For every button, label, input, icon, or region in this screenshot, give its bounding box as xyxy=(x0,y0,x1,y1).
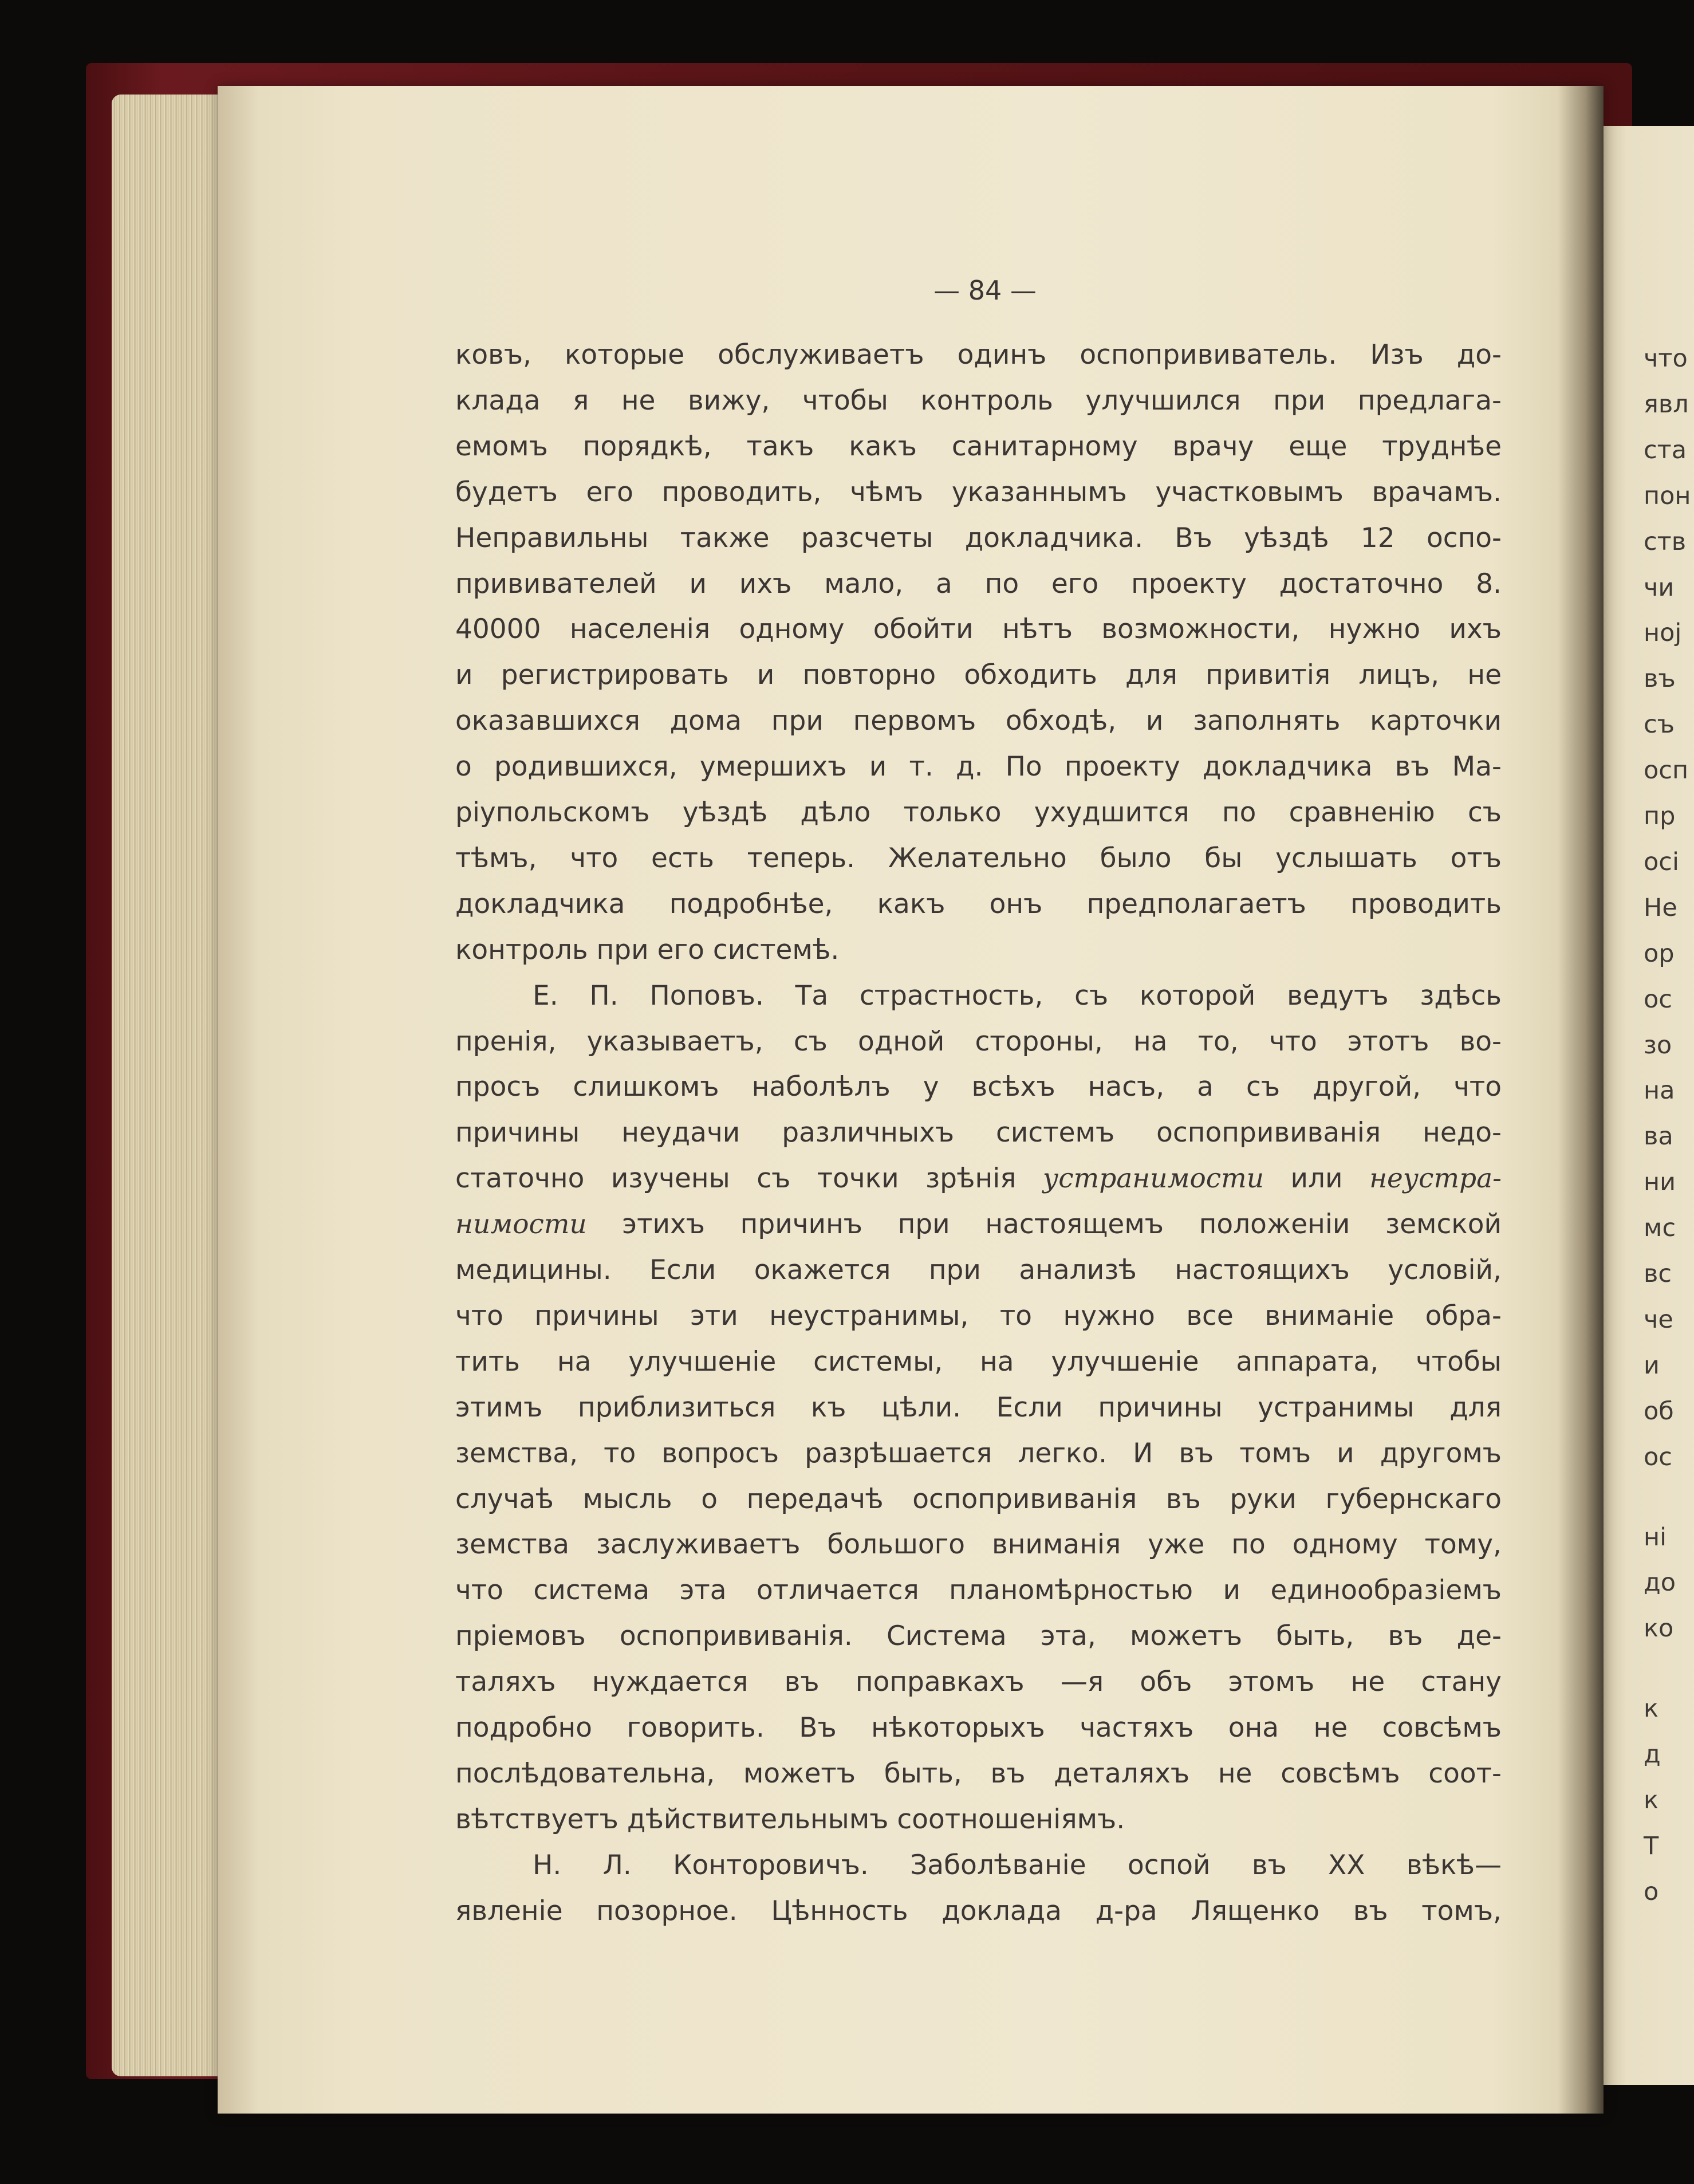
text-span: о родившихся, умершихъ и т. д. По проекту докладчика въ Ма- xyxy=(455,751,1502,783)
facing-page-fragment: съ xyxy=(1644,710,1675,739)
italic-span: неустра- xyxy=(1369,1163,1502,1195)
text-line xyxy=(455,1571,1502,1611)
facing-page-fragment: о xyxy=(1644,1877,1659,1906)
text-span: Е. П. Поповъ. Та страстность, съ которой ведутъ здѣсь xyxy=(533,979,1502,1012)
text-span: Н. Л. Конторовичъ. Заболѣваніе оспой въ XX вѣкѣ— xyxy=(533,1849,1502,1881)
text-span: этимъ приблизиться къ цѣли. Если причины устранимы для xyxy=(455,1391,1502,1423)
text-span: просъ слишкомъ наболѣлъ у всѣхъ насъ, а съ другой, что xyxy=(455,1071,1502,1103)
facing-page-fragment: ні xyxy=(1644,1522,1667,1552)
text-span: послѣдовательна, можетъ быть, въ деталяхъ не совсѣмъ соот- xyxy=(455,1757,1502,1789)
facing-page-fragment: к xyxy=(1644,1786,1658,1815)
text-span: причины неудачи различныхъ системъ оспопрививанія недо- xyxy=(455,1117,1502,1149)
text-span: тѣмъ, что есть теперь. Желательно было бы услышать отъ xyxy=(455,842,1502,874)
text-span: земства заслуживаетъ большого вниманія уже по одному тому, xyxy=(455,1529,1502,1561)
text-line xyxy=(455,1159,1502,1199)
page-number: — 84 — xyxy=(933,275,1037,306)
text-span: оказавшихся дома при первомъ обходѣ, и заполнять карточки xyxy=(455,705,1502,737)
text-span: таляхъ нуждается въ поправкахъ —я объ этомъ не стану xyxy=(455,1666,1502,1698)
text-line xyxy=(455,1525,1502,1565)
facing-page-fragment: ва xyxy=(1644,1122,1673,1151)
text-line xyxy=(533,1845,1502,1886)
text-span: докладчика подробнѣе, какъ онъ предполагаетъ проводить xyxy=(455,888,1502,920)
text-span: этихъ причинъ при настоящемъ положеніи земской xyxy=(586,1209,1502,1241)
facing-page-fragment: ко xyxy=(1644,1614,1674,1643)
facing-page-fragment: и xyxy=(1644,1351,1660,1380)
text-line xyxy=(455,1800,1502,1840)
text-span: или xyxy=(1263,1163,1370,1195)
text-span: вѣтствуетъ дѣйствительнымъ соотношеніямъ. xyxy=(455,1803,1125,1835)
text-line xyxy=(455,1708,1502,1748)
text-line xyxy=(455,1891,1502,1931)
facing-page-fragment: что xyxy=(1644,344,1688,373)
text-span: будетъ его проводить, чѣмъ указаннымъ участковымъ врачамъ. xyxy=(455,476,1502,508)
text-span: контроль при его системѣ. xyxy=(455,934,840,966)
text-line xyxy=(455,1250,1502,1290)
text-span: 40000 населенія одному обойти нѣтъ возможности, нужно ихъ xyxy=(455,613,1502,646)
text-line xyxy=(455,1205,1502,1245)
facing-page-fragment: пон xyxy=(1644,481,1691,510)
text-line xyxy=(455,1434,1502,1474)
facing-page-fragment: ств xyxy=(1644,527,1687,556)
text-line xyxy=(455,655,1502,695)
facing-page-fragment: ста xyxy=(1644,435,1687,465)
facing-page-fragment: к xyxy=(1644,1694,1658,1723)
text-span: подробно говорить. Въ нѣкоторыхъ частяхъ она не совсѣмъ xyxy=(455,1712,1502,1744)
text-span: прививателей и ихъ мало, а по его проекту достаточно 8. xyxy=(455,568,1502,600)
text-span: Неправильны также разсчеты докладчика. Въ уѣздѣ 12 оспо- xyxy=(455,522,1502,554)
text-span: ріупольскомъ уѣздѣ дѣло только ухудшится по сравненію съ xyxy=(455,797,1502,828)
text-line xyxy=(455,930,1502,970)
text-line xyxy=(455,609,1502,650)
text-line xyxy=(455,518,1502,558)
text-span: что причины эти неустранимы, то нужно все вниманіе обра- xyxy=(455,1300,1502,1332)
facing-page-fragment: об xyxy=(1644,1396,1674,1426)
facing-page-fragment: ос xyxy=(1644,985,1672,1014)
text-span: тить на улучшеніе системы, на улучшеніе аппарата, чтобы xyxy=(455,1345,1502,1378)
facing-page-fragment: Не xyxy=(1644,893,1677,922)
facing-page-fragment: зо xyxy=(1644,1030,1672,1060)
text-line xyxy=(455,473,1502,513)
facing-page-fragment: до xyxy=(1644,1568,1676,1597)
facing-page-fragment: чи xyxy=(1644,573,1675,602)
text-line xyxy=(455,1296,1502,1336)
facing-page-fragment: д xyxy=(1644,1740,1661,1769)
text-span: что система эта отличается планомѣрностью и единообразіемъ xyxy=(455,1575,1502,1607)
facing-page-fragment: пр xyxy=(1644,802,1676,831)
text-span: пренія, указываетъ, съ одной стороны, на то, что этотъ во- xyxy=(455,1025,1502,1057)
facing-page-fragment: че xyxy=(1644,1305,1673,1334)
text-line xyxy=(455,747,1502,787)
text-span: случаѣ мысль о передачѣ оспопрививанія въ руки губернскаго xyxy=(455,1483,1502,1515)
text-span: клада я не вижу, чтобы контроль улучшился при предлага- xyxy=(455,384,1502,416)
facing-page-fragment: вс xyxy=(1644,1260,1672,1288)
text-span: медицины. Если окажется при анализѣ настоящихъ условій, xyxy=(455,1254,1502,1286)
italic-span: нимости xyxy=(455,1209,587,1241)
text-line xyxy=(455,564,1502,604)
facing-page-fragment: ор xyxy=(1644,939,1675,968)
facing-page-fragment: ној xyxy=(1644,619,1682,648)
text-line xyxy=(455,1388,1502,1428)
facing-page-fragment: осп xyxy=(1644,756,1689,785)
facing-page-fragment: ос xyxy=(1644,1442,1672,1471)
text-line xyxy=(455,1113,1502,1153)
facing-page-fragment: ни xyxy=(1644,1168,1676,1197)
text-line xyxy=(455,1479,1502,1520)
italic-span: устранимости xyxy=(1043,1163,1264,1195)
text-line xyxy=(455,1662,1502,1702)
text-line xyxy=(533,976,1502,1016)
text-line xyxy=(455,701,1502,741)
text-line xyxy=(455,1616,1502,1656)
facing-page-fragment: въ xyxy=(1644,664,1676,694)
facing-page-fragment: осі xyxy=(1644,847,1679,876)
facing-page-fragment: Т xyxy=(1644,1831,1659,1860)
text-span: явленіе позорное. Цѣнность доклада д-ра Лященко въ томъ, xyxy=(455,1895,1502,1927)
text-line xyxy=(455,1067,1502,1107)
text-line xyxy=(455,1754,1502,1794)
text-line xyxy=(455,335,1502,375)
text-span: емомъ порядкѣ, такъ какъ санитарному врачу еще труднѣе xyxy=(455,430,1502,462)
text-span: пріемовъ оспопрививанія. Система эта, можетъ быть, въ де- xyxy=(455,1620,1502,1652)
text-line xyxy=(455,1342,1502,1382)
text-line xyxy=(455,1022,1502,1062)
text-span: ковъ, которые обслуживаетъ одинъ оспопрививатель. Изъ до- xyxy=(455,339,1502,371)
facing-page-fragment: на xyxy=(1644,1076,1675,1105)
text-line xyxy=(455,793,1502,833)
facing-page-fragment: явл xyxy=(1644,389,1689,419)
text-line xyxy=(455,839,1502,879)
text-line xyxy=(455,427,1502,467)
text-line xyxy=(455,884,1502,924)
text-line xyxy=(455,381,1502,421)
text-span: и регистрировать и повторно обходить для привитія лицъ, не xyxy=(455,659,1502,691)
facing-page-fragment: мс xyxy=(1644,1214,1676,1243)
text-span: земства, то вопросъ разрѣшается легко. И въ томъ и другомъ xyxy=(455,1437,1502,1469)
book-gutter xyxy=(1558,86,1604,2114)
text-span: статочно изучены съ точки зрѣнія xyxy=(455,1163,1043,1195)
